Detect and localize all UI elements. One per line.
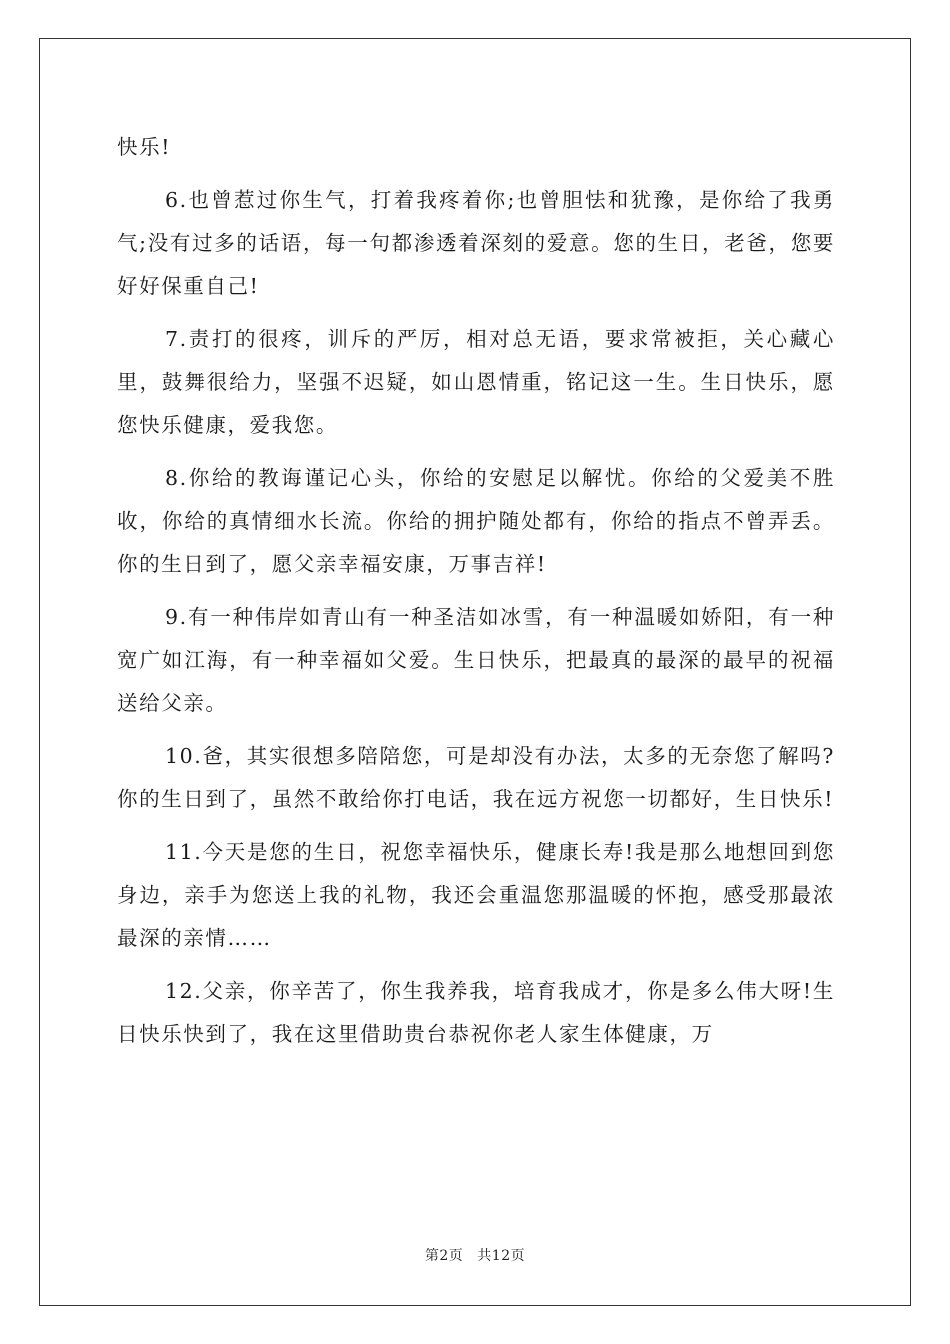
paragraph-item-12: 12.父亲，你辛苦了，你生我养我，培育我成才，你是多么伟大呀!生日快乐快到了，我在这里借助贵台恭祝你老人家生体健康，万 xyxy=(117,979,835,1046)
paragraph-item-8: 8.你给的教诲谨记心头，你给的安慰足以解忧。你给的父爱美不胜收，你给的真情细水长流。你给的拥护随处都有，你给的指点不曾弄丢。你的生日到了，愿父亲幸福安康，万事吉祥! xyxy=(117,466,835,576)
paragraph-continuation: 快乐! xyxy=(117,135,172,159)
current-page-label: 第2页 xyxy=(424,1248,464,1264)
document-body xyxy=(117,126,835,1066)
paragraph-item-10: 10.爸，其实很想多陪陪您，可是却没有办法，太多的无奈您了解吗?你的生日到了，虽然不敢给你打电话，我在远方祝您一切都好，生日快乐! xyxy=(117,744,835,811)
total-pages-label: 共12页 xyxy=(477,1248,526,1264)
page-footer xyxy=(0,1245,950,1265)
paragraph-item-6: 6.也曾惹过你生气，打着我疼着你;也曾胆怯和犹豫，是你给了我勇气;没有过多的话语，每一句都渗透着深刻的爱意。您的生日，老爸，您要好好保重自己! xyxy=(117,188,835,298)
paragraph-item-11: 11.今天是您的生日，祝您幸福快乐，健康长寿!我是那么地想回到您身边，亲手为您送上我的礼物，我还会重温您那温暖的怀抱，感受那最浓最深的亲情…… xyxy=(117,840,835,950)
paragraph-item-9: 9.有一种伟岸如青山有一种圣洁如冰雪，有一种温暖如娇阳，有一种宽广如江海，有一种幸福如父爱。生日快乐，把最真的最深的最早的祝福送给父亲。 xyxy=(117,605,835,715)
paragraph-item-7: 7.责打的很疼，训斥的严厉，相对总无语，要求常被拒，关心藏心里，鼓舞很给力，坚强不迟疑，如山恩情重，铭记这一生。生日快乐，愿您快乐健康，爱我您。 xyxy=(117,327,835,437)
